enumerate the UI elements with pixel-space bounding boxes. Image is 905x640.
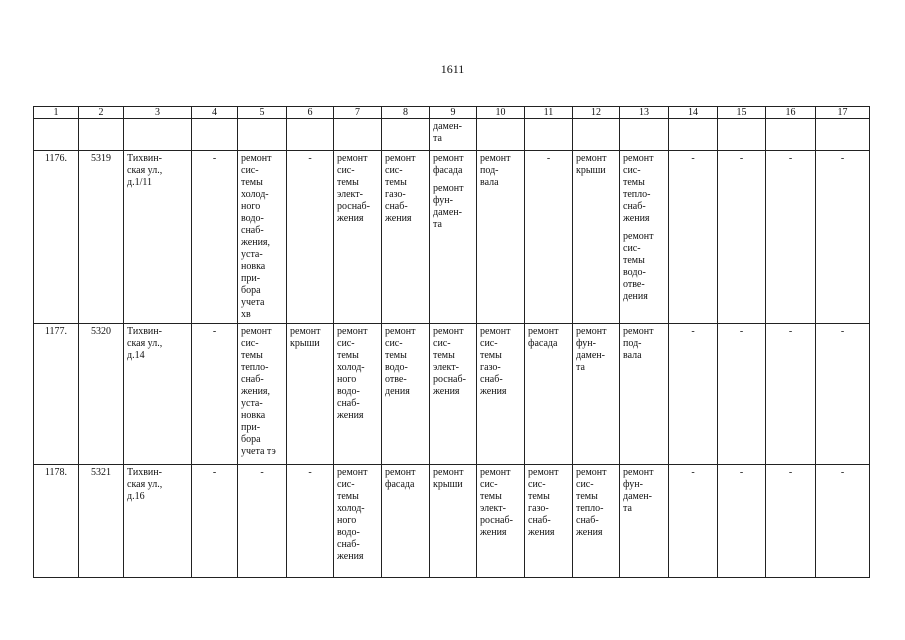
column-header: 2 (79, 107, 124, 119)
table-cell (573, 465, 620, 578)
table-cell (525, 324, 573, 465)
table-row (34, 151, 870, 324)
column-header: 6 (287, 107, 334, 119)
table-cell: - (669, 465, 718, 578)
table-cell: - (718, 465, 766, 578)
page-number: 1611 (440, 62, 465, 76)
table-cell: - (718, 151, 766, 324)
address-cell (124, 151, 192, 324)
table-cell (238, 151, 287, 324)
cell-text: ремонт сис- темы тепло- снаб- жения (623, 153, 654, 224)
cell-text: ремонт фасада (528, 326, 559, 349)
column-header: 13 (620, 107, 669, 119)
table-cell: - (816, 151, 870, 324)
table-cell: - (287, 151, 334, 324)
row-number: 1177. (34, 324, 79, 465)
cell-text: ремонт сис- темы холод- ного водо- снаб- жения (337, 326, 368, 421)
table-cell (430, 324, 477, 465)
table-cell: - (525, 151, 573, 324)
table-cell: - (766, 151, 816, 324)
table-cell (573, 324, 620, 465)
cell-text: ремонт сис- темы газо- снаб- жения (528, 467, 559, 538)
table-cell (525, 465, 573, 578)
cell-text: ремонт крыши (433, 467, 464, 490)
repair-schedule-table (33, 106, 870, 578)
cell-text: дамен- та (433, 121, 462, 144)
table-cell: - (766, 465, 816, 578)
address-text: Тихвин- ская ул., д.14 (127, 326, 163, 361)
table-cell (334, 324, 382, 465)
table-cell (430, 465, 477, 578)
object-code: 5321 (79, 465, 124, 578)
column-header: 11 (525, 107, 573, 119)
cell-text: ремонт сис- темы тепло- снаб- жения (576, 467, 607, 538)
column-header: 15 (718, 107, 766, 119)
column-header: 8 (382, 107, 430, 119)
cell-text: ремонт сис- темы водо- отве- дения (623, 231, 654, 302)
table-cell (382, 324, 430, 465)
object-code: 5320 (79, 324, 124, 465)
table-cell (573, 151, 620, 324)
address-cell (124, 324, 192, 465)
table-cell (430, 119, 477, 151)
address-text: Тихвин- ская ул., д.16 (127, 467, 163, 502)
column-header: 17 (816, 107, 870, 119)
column-header: 14 (669, 107, 718, 119)
cell-text: ремонт сис- темы тепло- снаб- жения, уста- новка при- бора учета тэ (241, 326, 276, 457)
table-cell (430, 151, 477, 324)
table-cell: - (718, 324, 766, 465)
continuation-row (34, 119, 870, 151)
table-cell (382, 151, 430, 324)
table-cell (334, 151, 382, 324)
table-cell (477, 465, 525, 578)
cell-text: ремонт сис- темы элект- роснаб- жения (337, 153, 370, 224)
table-cell: - (238, 465, 287, 578)
column-header: 12 (573, 107, 620, 119)
table-cell (334, 465, 382, 578)
table-cell (477, 324, 525, 465)
table-cell: - (669, 324, 718, 465)
address-cell (124, 465, 192, 578)
column-header-row (34, 107, 870, 119)
row-number: 1178. (34, 465, 79, 578)
cell-text: ремонт фун- дамен- та (623, 467, 654, 514)
cell-text: ремонт сис- темы элект- роснаб- жения (433, 326, 466, 397)
table-cell: - (192, 151, 238, 324)
table-cell: - (192, 324, 238, 465)
column-header: 4 (192, 107, 238, 119)
column-header: 1 (34, 107, 79, 119)
row-number: 1176. (34, 151, 79, 324)
cell-text: ремонт крыши (290, 326, 321, 349)
object-code: 5319 (79, 151, 124, 324)
cell-text: ремонт крыши (576, 153, 607, 176)
cell-text: ремонт сис- темы газо- снаб- жения (480, 326, 511, 397)
column-header: 5 (238, 107, 287, 119)
table-cell: - (766, 324, 816, 465)
cell-text: ремонт фасада (385, 467, 416, 490)
cell-text: ремонт сис- темы холод- ного водо- снаб- жения (337, 467, 368, 562)
column-header: 7 (334, 107, 382, 119)
column-header: 3 (124, 107, 192, 119)
table-cell (477, 151, 525, 324)
table-cell (620, 151, 669, 324)
address-text: Тихвин- ская ул., д.1/11 (127, 153, 163, 188)
table-cell: - (669, 151, 718, 324)
column-header: 16 (766, 107, 816, 119)
cell-text: ремонт сис- темы водо- отве- дения (385, 326, 416, 397)
cell-text: ремонт сис- темы холод- ного водо- снаб- жения, уста- новка при- бора учета хв (241, 153, 272, 320)
cell-text: ремонт сис- темы газо- снаб- жения (385, 153, 416, 224)
table-cell (238, 324, 287, 465)
cell-text: ремонт под- вала (480, 153, 511, 188)
column-header: 10 (477, 107, 525, 119)
table-cell (287, 324, 334, 465)
cell-text: ремонт сис- темы элект- роснаб- жения (480, 467, 513, 538)
table-cell (620, 324, 669, 465)
column-header: 9 (430, 107, 477, 119)
cell-text: ремонт фун- дамен- та (433, 183, 464, 230)
table-row (34, 324, 870, 465)
table-cell (382, 465, 430, 578)
cell-text: ремонт фун- дамен- та (576, 326, 607, 373)
table-cell (620, 465, 669, 578)
cell-text: ремонт под- вала (623, 326, 654, 361)
table-cell: - (192, 465, 238, 578)
table-row (34, 465, 870, 578)
table-cell: - (816, 465, 870, 578)
table-cell: - (287, 465, 334, 578)
table-cell: - (816, 324, 870, 465)
cell-text: ремонт фасада (433, 153, 464, 176)
